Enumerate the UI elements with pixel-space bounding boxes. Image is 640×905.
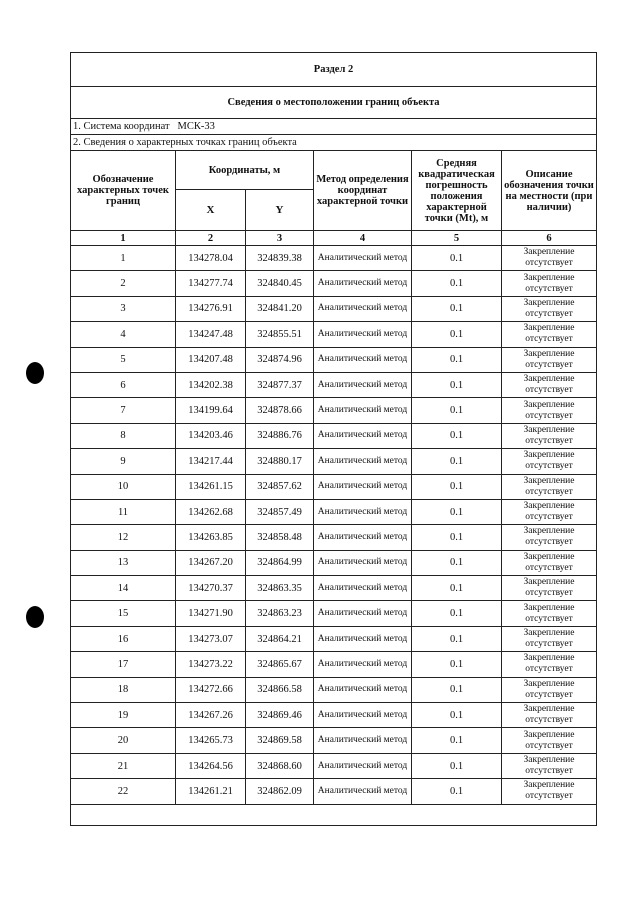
error-cell: 0.1 bbox=[412, 550, 502, 575]
coord-x-cell: 134264.56 bbox=[176, 753, 246, 778]
punch-hole-mark bbox=[26, 362, 44, 384]
punch-hole-mark bbox=[26, 606, 44, 628]
table-row bbox=[71, 322, 597, 347]
coord-x-cell: 134276.91 bbox=[176, 296, 246, 321]
coord-x-cell: 134265.73 bbox=[176, 728, 246, 753]
error-cell: 0.1 bbox=[412, 753, 502, 778]
column-number: 5 bbox=[412, 231, 502, 246]
description-cell: Закрепление отсутствует bbox=[502, 246, 597, 271]
error-cell: 0.1 bbox=[412, 296, 502, 321]
error-cell: 0.1 bbox=[412, 601, 502, 626]
error-cell: 0.1 bbox=[412, 576, 502, 601]
description-cell: Закрепление отсутствует bbox=[502, 423, 597, 448]
point-number-cell: 12 bbox=[71, 525, 176, 550]
description-cell: Закрепление отсутствует bbox=[502, 347, 597, 372]
method-cell: Аналитический метод bbox=[314, 601, 412, 626]
coord-y-cell: 324866.58 bbox=[246, 677, 314, 702]
description-cell: Закрепление отсутствует bbox=[502, 449, 597, 474]
coord-y-cell: 324858.48 bbox=[246, 525, 314, 550]
coord-x-cell: 134267.20 bbox=[176, 550, 246, 575]
column-number: 3 bbox=[246, 231, 314, 246]
table-row bbox=[71, 499, 597, 524]
coord-y-cell: 324877.37 bbox=[246, 372, 314, 397]
coord-x-cell: 134217.44 bbox=[176, 449, 246, 474]
empty-footer-row bbox=[71, 804, 597, 825]
method-cell: Аналитический метод bbox=[314, 652, 412, 677]
point-number-cell: 22 bbox=[71, 779, 176, 804]
column-number: 2 bbox=[176, 231, 246, 246]
table-row bbox=[71, 246, 597, 271]
description-cell: Закрепление отсутствует bbox=[502, 322, 597, 347]
description-cell: Закрепление отсутствует bbox=[502, 398, 597, 423]
coord-y-cell: 324841.20 bbox=[246, 296, 314, 321]
point-number-cell: 21 bbox=[71, 753, 176, 778]
point-number-cell: 2 bbox=[71, 271, 176, 296]
method-cell: Аналитический метод bbox=[314, 398, 412, 423]
description-cell: Закрепление отсутствует bbox=[502, 550, 597, 575]
method-cell: Аналитический метод bbox=[314, 626, 412, 651]
description-cell: Закрепление отсутствует bbox=[502, 728, 597, 753]
coord-y-cell: 324839.38 bbox=[246, 246, 314, 271]
table-row bbox=[71, 601, 597, 626]
coord-x-cell: 134261.21 bbox=[176, 779, 246, 804]
table-row bbox=[71, 271, 597, 296]
description-cell: Закрепление отсутствует bbox=[502, 677, 597, 702]
table-row bbox=[71, 677, 597, 702]
description-cell: Закрепление отсутствует bbox=[502, 703, 597, 728]
error-cell: 0.1 bbox=[412, 728, 502, 753]
coordinate-system-line: 1. Система координат МСК-33 bbox=[71, 119, 597, 135]
coord-x-cell: 134261.15 bbox=[176, 474, 246, 499]
description-cell: Закрепление отсутствует bbox=[502, 626, 597, 651]
point-number-cell: 5 bbox=[71, 347, 176, 372]
table-row bbox=[71, 626, 597, 651]
coord-y-cell: 324857.62 bbox=[246, 474, 314, 499]
boundary-points-table bbox=[70, 52, 597, 826]
coord-y-cell: 324864.99 bbox=[246, 550, 314, 575]
description-cell: Закрепление отсутствует bbox=[502, 601, 597, 626]
point-number-cell: 8 bbox=[71, 423, 176, 448]
coord-y-cell: 324864.21 bbox=[246, 626, 314, 651]
point-number-cell: 14 bbox=[71, 576, 176, 601]
column-number: 1 bbox=[71, 231, 176, 246]
coord-y-cell: 324868.60 bbox=[246, 753, 314, 778]
coord-y-cell: 324855.51 bbox=[246, 322, 314, 347]
table-row bbox=[71, 779, 597, 804]
coord-x-cell: 134272.66 bbox=[176, 677, 246, 702]
point-number-cell: 18 bbox=[71, 677, 176, 702]
empty-footer-cell bbox=[71, 804, 597, 825]
coord-y-cell: 324857.49 bbox=[246, 499, 314, 524]
method-cell: Аналитический метод bbox=[314, 372, 412, 397]
table-row bbox=[71, 347, 597, 372]
point-number-cell: 4 bbox=[71, 322, 176, 347]
method-cell: Аналитический метод bbox=[314, 677, 412, 702]
error-cell: 0.1 bbox=[412, 449, 502, 474]
method-cell: Аналитический метод bbox=[314, 347, 412, 372]
point-number-cell: 20 bbox=[71, 728, 176, 753]
method-cell: Аналитический метод bbox=[314, 296, 412, 321]
column-numbers-row bbox=[71, 231, 597, 246]
table-row bbox=[71, 449, 597, 474]
coord-x-cell: 134202.38 bbox=[176, 372, 246, 397]
header-y: Y bbox=[246, 190, 314, 231]
coord-x-cell: 134271.90 bbox=[176, 601, 246, 626]
coord-y-cell: 324878.66 bbox=[246, 398, 314, 423]
boundary-points-heading: 2. Сведения о характерных точках границ объекта bbox=[71, 135, 597, 151]
error-cell: 0.1 bbox=[412, 322, 502, 347]
coord-x-cell: 134270.37 bbox=[176, 576, 246, 601]
coord-y-cell: 324869.58 bbox=[246, 728, 314, 753]
coord-y-cell: 324863.35 bbox=[246, 576, 314, 601]
point-number-cell: 11 bbox=[71, 499, 176, 524]
coord-y-cell: 324886.76 bbox=[246, 423, 314, 448]
header-designation: Обозначение характерных точек границ bbox=[71, 151, 176, 231]
method-cell: Аналитический метод bbox=[314, 550, 412, 575]
point-number-cell: 17 bbox=[71, 652, 176, 677]
description-cell: Закрепление отсутствует bbox=[502, 372, 597, 397]
coord-x-cell: 134273.07 bbox=[176, 626, 246, 651]
description-cell: Закрепление отсутствует bbox=[502, 499, 597, 524]
header-error: Средняя квадратическая погрешность положения характерной точки (Mt), м bbox=[412, 151, 502, 231]
header-x: X bbox=[176, 190, 246, 231]
table-row bbox=[71, 398, 597, 423]
method-cell: Аналитический метод bbox=[314, 525, 412, 550]
description-cell: Закрепление отсутствует bbox=[502, 525, 597, 550]
description-cell: Закрепление отсутствует bbox=[502, 652, 597, 677]
header-description: Описание обозначения точки на местности (при наличии) bbox=[502, 151, 597, 231]
table-row bbox=[71, 753, 597, 778]
error-cell: 0.1 bbox=[412, 372, 502, 397]
coord-x-cell: 134278.04 bbox=[176, 246, 246, 271]
method-cell: Аналитический метод bbox=[314, 271, 412, 296]
method-cell: Аналитический метод bbox=[314, 474, 412, 499]
point-number-cell: 7 bbox=[71, 398, 176, 423]
coord-x-cell: 134273.22 bbox=[176, 652, 246, 677]
error-cell: 0.1 bbox=[412, 246, 502, 271]
coord-x-cell: 134207.48 bbox=[176, 347, 246, 372]
coord-y-cell: 324874.96 bbox=[246, 347, 314, 372]
column-number: 4 bbox=[314, 231, 412, 246]
table-row bbox=[71, 372, 597, 397]
method-cell: Аналитический метод bbox=[314, 423, 412, 448]
table-row bbox=[71, 652, 597, 677]
error-cell: 0.1 bbox=[412, 398, 502, 423]
coord-x-cell: 134277.74 bbox=[176, 271, 246, 296]
table-row bbox=[71, 296, 597, 321]
point-number-cell: 13 bbox=[71, 550, 176, 575]
coord-y-cell: 324840.45 bbox=[246, 271, 314, 296]
method-cell: Аналитический метод bbox=[314, 449, 412, 474]
coord-x-cell: 134247.48 bbox=[176, 322, 246, 347]
column-number: 6 bbox=[502, 231, 597, 246]
method-cell: Аналитический метод bbox=[314, 322, 412, 347]
point-number-cell: 10 bbox=[71, 474, 176, 499]
coord-y-cell: 324865.67 bbox=[246, 652, 314, 677]
description-cell: Закрепление отсутствует bbox=[502, 576, 597, 601]
error-cell: 0.1 bbox=[412, 423, 502, 448]
table-row bbox=[71, 550, 597, 575]
coord-y-cell: 324869.46 bbox=[246, 703, 314, 728]
section-title: Раздел 2 bbox=[71, 53, 597, 87]
method-cell: Аналитический метод bbox=[314, 728, 412, 753]
coord-x-cell: 134267.26 bbox=[176, 703, 246, 728]
header-method: Метод определения координат характерной точки bbox=[314, 151, 412, 231]
coord-y-cell: 324863.23 bbox=[246, 601, 314, 626]
error-cell: 0.1 bbox=[412, 347, 502, 372]
error-cell: 0.1 bbox=[412, 271, 502, 296]
table-row bbox=[71, 423, 597, 448]
point-number-cell: 16 bbox=[71, 626, 176, 651]
coord-x-cell: 134262.68 bbox=[176, 499, 246, 524]
method-cell: Аналитический метод bbox=[314, 246, 412, 271]
error-cell: 0.1 bbox=[412, 677, 502, 702]
point-number-cell: 1 bbox=[71, 246, 176, 271]
table-row bbox=[71, 525, 597, 550]
error-cell: 0.1 bbox=[412, 525, 502, 550]
table-row bbox=[71, 474, 597, 499]
error-cell: 0.1 bbox=[412, 703, 502, 728]
description-cell: Закрепление отсутствует bbox=[502, 296, 597, 321]
error-cell: 0.1 bbox=[412, 474, 502, 499]
coord-x-cell: 134263.85 bbox=[176, 525, 246, 550]
description-cell: Закрепление отсутствует bbox=[502, 474, 597, 499]
table-row bbox=[71, 576, 597, 601]
error-cell: 0.1 bbox=[412, 779, 502, 804]
description-cell: Закрепление отсутствует bbox=[502, 779, 597, 804]
point-number-cell: 3 bbox=[71, 296, 176, 321]
method-cell: Аналитический метод bbox=[314, 576, 412, 601]
error-cell: 0.1 bbox=[412, 652, 502, 677]
header-coordinates: Координаты, м bbox=[176, 151, 314, 190]
method-cell: Аналитический метод bbox=[314, 779, 412, 804]
point-number-cell: 15 bbox=[71, 601, 176, 626]
error-cell: 0.1 bbox=[412, 499, 502, 524]
point-number-cell: 9 bbox=[71, 449, 176, 474]
method-cell: Аналитический метод bbox=[314, 499, 412, 524]
object-title: Сведения о местоположении границ объекта bbox=[71, 87, 597, 119]
method-cell: Аналитический метод bbox=[314, 703, 412, 728]
description-cell: Закрепление отсутствует bbox=[502, 271, 597, 296]
error-cell: 0.1 bbox=[412, 626, 502, 651]
coord-y-cell: 324880.17 bbox=[246, 449, 314, 474]
coord-x-cell: 134199.64 bbox=[176, 398, 246, 423]
point-number-cell: 19 bbox=[71, 703, 176, 728]
table-row bbox=[71, 728, 597, 753]
coord-y-cell: 324862.09 bbox=[246, 779, 314, 804]
description-cell: Закрепление отсутствует bbox=[502, 753, 597, 778]
table-row bbox=[71, 703, 597, 728]
method-cell: Аналитический метод bbox=[314, 753, 412, 778]
coord-x-cell: 134203.46 bbox=[176, 423, 246, 448]
point-number-cell: 6 bbox=[71, 372, 176, 397]
